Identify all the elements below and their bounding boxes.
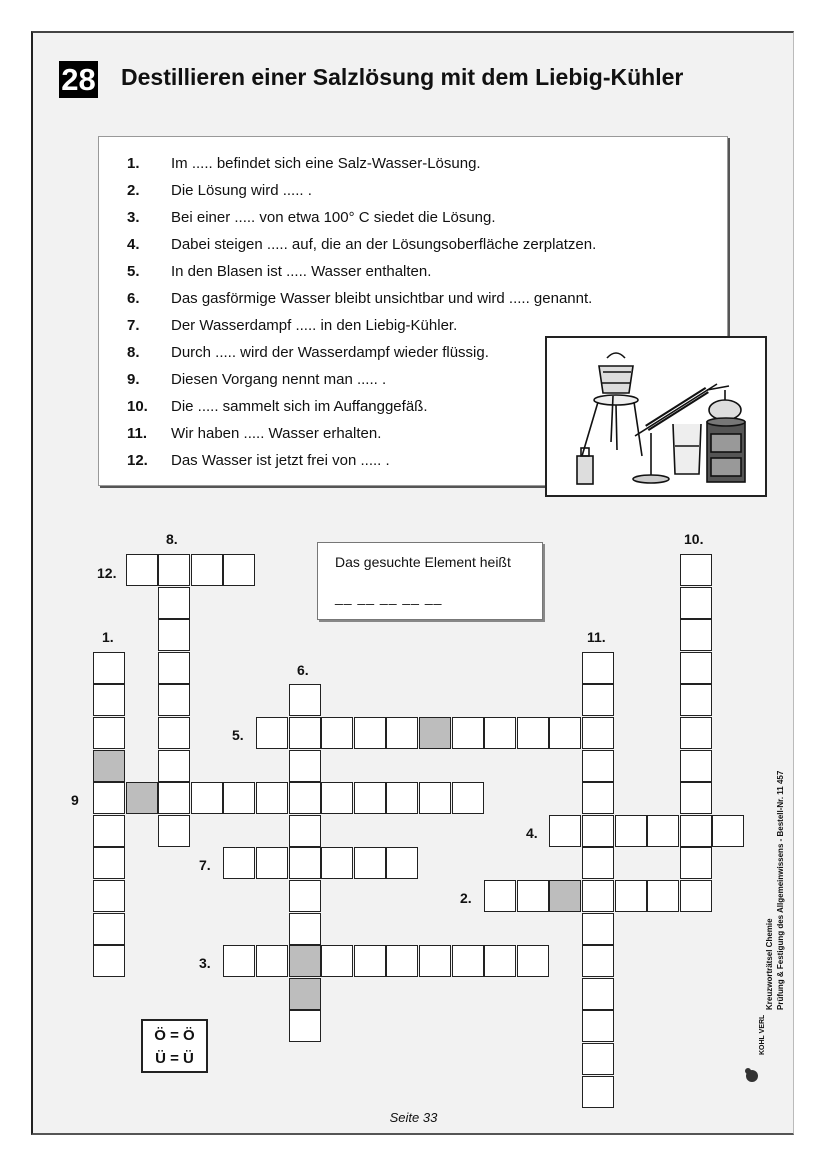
crossword-cell[interactable]	[126, 554, 158, 586]
crossword-cell[interactable]	[582, 880, 614, 912]
crossword-solution-cell[interactable]	[289, 978, 321, 1010]
worksheet-number: 28	[59, 61, 98, 98]
crossword-cell[interactable]	[582, 1010, 614, 1042]
crossword-cell[interactable]	[680, 587, 712, 619]
crossword-cell[interactable]	[484, 717, 516, 749]
crossword-cell[interactable]	[712, 815, 744, 847]
crossword-cell[interactable]	[647, 815, 679, 847]
clue-text: Das gasförmige Wasser bleibt unsichtbar und wird ..... genannt.	[171, 290, 593, 307]
crossword-cell[interactable]	[419, 782, 451, 814]
crossword-cell[interactable]	[582, 978, 614, 1010]
crossword-cell[interactable]	[289, 750, 321, 782]
crossword-cell[interactable]	[517, 880, 549, 912]
word-label-5: 5.	[232, 727, 244, 743]
clue-text: Die ..... sammelt sich im Auffanggefäß.	[171, 398, 428, 415]
clue-text: Im ..... befindet sich eine Salz-Wasser-Lösung.	[171, 155, 481, 172]
crossword-solution-cell[interactable]	[549, 880, 581, 912]
crossword-cell[interactable]	[386, 782, 418, 814]
crossword-cell[interactable]	[484, 945, 516, 977]
word-label-11: 11.	[587, 629, 606, 645]
crossword-cell[interactable]	[93, 880, 125, 912]
crossword-cell[interactable]	[354, 717, 386, 749]
crossword-cell[interactable]	[93, 684, 125, 716]
crossword-cell[interactable]	[256, 782, 288, 814]
crossword-cell[interactable]	[680, 554, 712, 586]
crossword-cell[interactable]	[93, 652, 125, 684]
crossword-solution-cell[interactable]	[419, 717, 451, 749]
solution-label: Das gesuchte Element heißt	[335, 554, 511, 570]
crossword-solution-cell[interactable]	[289, 945, 321, 977]
crossword-cell[interactable]	[289, 684, 321, 716]
crossword-cell[interactable]	[517, 717, 549, 749]
crossword-cell[interactable]	[93, 782, 125, 814]
clue-number: 1.	[127, 155, 140, 172]
crossword-cell[interactable]	[354, 847, 386, 879]
crossword-cell[interactable]	[256, 945, 288, 977]
crossword-cell[interactable]	[354, 945, 386, 977]
crossword-solution-cell[interactable]	[126, 782, 158, 814]
crossword-cell[interactable]	[582, 1076, 614, 1108]
worksheet-title: Destillieren einer Salzlösung mit dem Liebig-Kühler	[121, 64, 684, 90]
crossword-cell[interactable]	[289, 815, 321, 847]
crossword-cell[interactable]	[158, 782, 190, 814]
crossword-cell[interactable]	[93, 945, 125, 977]
side-imprint-line2: Prüfung & Festigung des Allgemeinwissens - Bestell-Nr. 11 457	[776, 770, 785, 1010]
crossword-cell[interactable]	[680, 652, 712, 684]
crossword-cell[interactable]	[191, 782, 223, 814]
solution-blanks[interactable]: __ __ __ __ __	[335, 589, 443, 605]
crossword-cell[interactable]	[223, 945, 255, 977]
crossword-cell[interactable]	[386, 717, 418, 749]
clue-number: 7.	[127, 317, 140, 334]
crossword-cell[interactable]	[419, 945, 451, 977]
crossword-cell[interactable]	[680, 684, 712, 716]
word-label-7: 7.	[199, 857, 211, 873]
publisher-name: KOHL VERLAG	[759, 1015, 766, 1055]
crossword-cell[interactable]	[256, 847, 288, 879]
clue-number: 11.	[127, 425, 148, 442]
crossword-cell[interactable]	[223, 847, 255, 879]
word-label-1: 1.	[102, 629, 114, 645]
clue-text: Wir haben ..... Wasser erhalten.	[171, 425, 382, 442]
umlaut-hint	[141, 1019, 208, 1073]
crossword-cell[interactable]	[582, 684, 614, 716]
crossword-cell[interactable]	[354, 782, 386, 814]
side-imprint-line1: Kreuzworträtsel Chemie	[765, 918, 774, 1010]
crossword-cell[interactable]	[680, 847, 712, 879]
crossword-cell[interactable]	[680, 880, 712, 912]
crossword-cell[interactable]	[289, 880, 321, 912]
clue-text: Bei einer ..... von etwa 100° C siedet die Lösung.	[171, 209, 496, 226]
crossword-cell[interactable]	[191, 554, 223, 586]
crossword-cell[interactable]	[680, 717, 712, 749]
crossword-cell[interactable]	[289, 782, 321, 814]
word-label-12: 12.	[97, 565, 117, 581]
crossword-cell[interactable]	[484, 880, 516, 912]
umlaut-hint-u: Ü = Ü	[155, 1050, 194, 1067]
crossword-cell[interactable]	[158, 717, 190, 749]
umlaut-hint-o: Ö = Ö	[154, 1027, 195, 1044]
publisher-logo-icon	[744, 1015, 768, 1087]
crossword-cell[interactable]	[158, 587, 190, 619]
crossword-cell[interactable]	[289, 847, 321, 879]
crossword-cell[interactable]	[452, 717, 484, 749]
word-label-2: 2.	[460, 890, 472, 906]
crossword-cell[interactable]	[452, 945, 484, 977]
crossword-cell[interactable]	[582, 782, 614, 814]
crossword-cell[interactable]	[223, 782, 255, 814]
clue-number: 8.	[127, 344, 140, 361]
crossword-cell[interactable]	[582, 945, 614, 977]
crossword-cell[interactable]	[158, 652, 190, 684]
clue-text: Dabei steigen ..... auf, die an der Lösungsoberfläche zerplatzen.	[171, 236, 597, 253]
word-label-10: 10.	[684, 531, 704, 547]
crossword-cell[interactable]	[158, 815, 190, 847]
crossword-cell[interactable]	[289, 913, 321, 945]
crossword-cell[interactable]	[582, 815, 614, 847]
crossword-cell[interactable]	[158, 750, 190, 782]
crossword-cell[interactable]	[582, 717, 614, 749]
crossword-cell[interactable]	[93, 913, 125, 945]
clue-number: 4.	[127, 236, 140, 253]
crossword-cell[interactable]	[517, 945, 549, 977]
side-imprint	[764, 771, 786, 1010]
clue-number: 3.	[127, 209, 140, 226]
word-label-9: 9	[71, 792, 79, 808]
clue-text: Der Wasserdampf ..... in den Liebig-Kühler.	[171, 317, 458, 334]
crossword-cell[interactable]	[647, 880, 679, 912]
crossword-cell[interactable]	[582, 847, 614, 879]
word-label-4: 4.	[526, 825, 538, 841]
distillation-apparatus-icon	[547, 338, 765, 495]
crossword-cell[interactable]	[615, 815, 647, 847]
clue-text: Die Lösung wird ..... .	[171, 182, 312, 199]
clue-text: Diesen Vorgang nennt man ..... .	[171, 371, 387, 388]
crossword-cell[interactable]	[158, 684, 190, 716]
clue-number: 10.	[127, 398, 148, 415]
word-label-3: 3.	[199, 955, 211, 971]
clue-text: In den Blasen ist ..... Wasser enthalten.	[171, 263, 432, 280]
crossword-cell[interactable]	[321, 717, 353, 749]
crossword-cell[interactable]	[289, 717, 321, 749]
crossword-cell[interactable]	[452, 782, 484, 814]
crossword-cell[interactable]	[680, 619, 712, 651]
crossword-cell[interactable]	[321, 945, 353, 977]
crossword-cell[interactable]	[289, 1010, 321, 1042]
publisher-logo	[744, 1015, 768, 1087]
crossword-cell[interactable]	[582, 913, 614, 945]
crossword-cell[interactable]	[93, 815, 125, 847]
crossword-cell[interactable]	[549, 815, 581, 847]
crossword-solution-cell[interactable]	[93, 750, 125, 782]
crossword-cell[interactable]	[93, 717, 125, 749]
clue-number: 6.	[127, 290, 140, 307]
crossword-cell[interactable]	[680, 815, 712, 847]
clue-number: 9.	[127, 371, 140, 388]
crossword-cell[interactable]	[680, 782, 712, 814]
crossword-cell[interactable]	[321, 847, 353, 879]
crossword-cell[interactable]	[321, 782, 353, 814]
word-label-6: 6.	[297, 662, 309, 678]
solution-box	[317, 542, 543, 620]
word-label-8: 8.	[166, 531, 178, 547]
crossword-cell[interactable]	[158, 554, 190, 586]
crossword-cell[interactable]	[158, 619, 190, 651]
clue-text: Durch ..... wird der Wasserdampf wieder flüssig.	[171, 344, 489, 361]
clue-number: 12.	[127, 452, 148, 469]
crossword-cell[interactable]	[615, 880, 647, 912]
crossword-cell[interactable]	[256, 717, 288, 749]
clue-number: 5.	[127, 263, 140, 280]
clue-text: Das Wasser ist jetzt frei von ..... .	[171, 452, 390, 469]
crossword-cell[interactable]	[582, 750, 614, 782]
crossword-cell[interactable]	[549, 717, 581, 749]
distillation-illustration	[545, 336, 767, 497]
crossword-cell[interactable]	[582, 1043, 614, 1075]
crossword-cell[interactable]	[680, 750, 712, 782]
crossword-cell[interactable]	[223, 554, 255, 586]
crossword-cell[interactable]	[582, 652, 614, 684]
crossword-cell[interactable]	[386, 945, 418, 977]
page-number: Seite 33	[389, 1110, 438, 1125]
crossword-cell[interactable]	[93, 847, 125, 879]
clue-number: 2.	[127, 182, 140, 199]
crossword-cell[interactable]	[386, 847, 418, 879]
